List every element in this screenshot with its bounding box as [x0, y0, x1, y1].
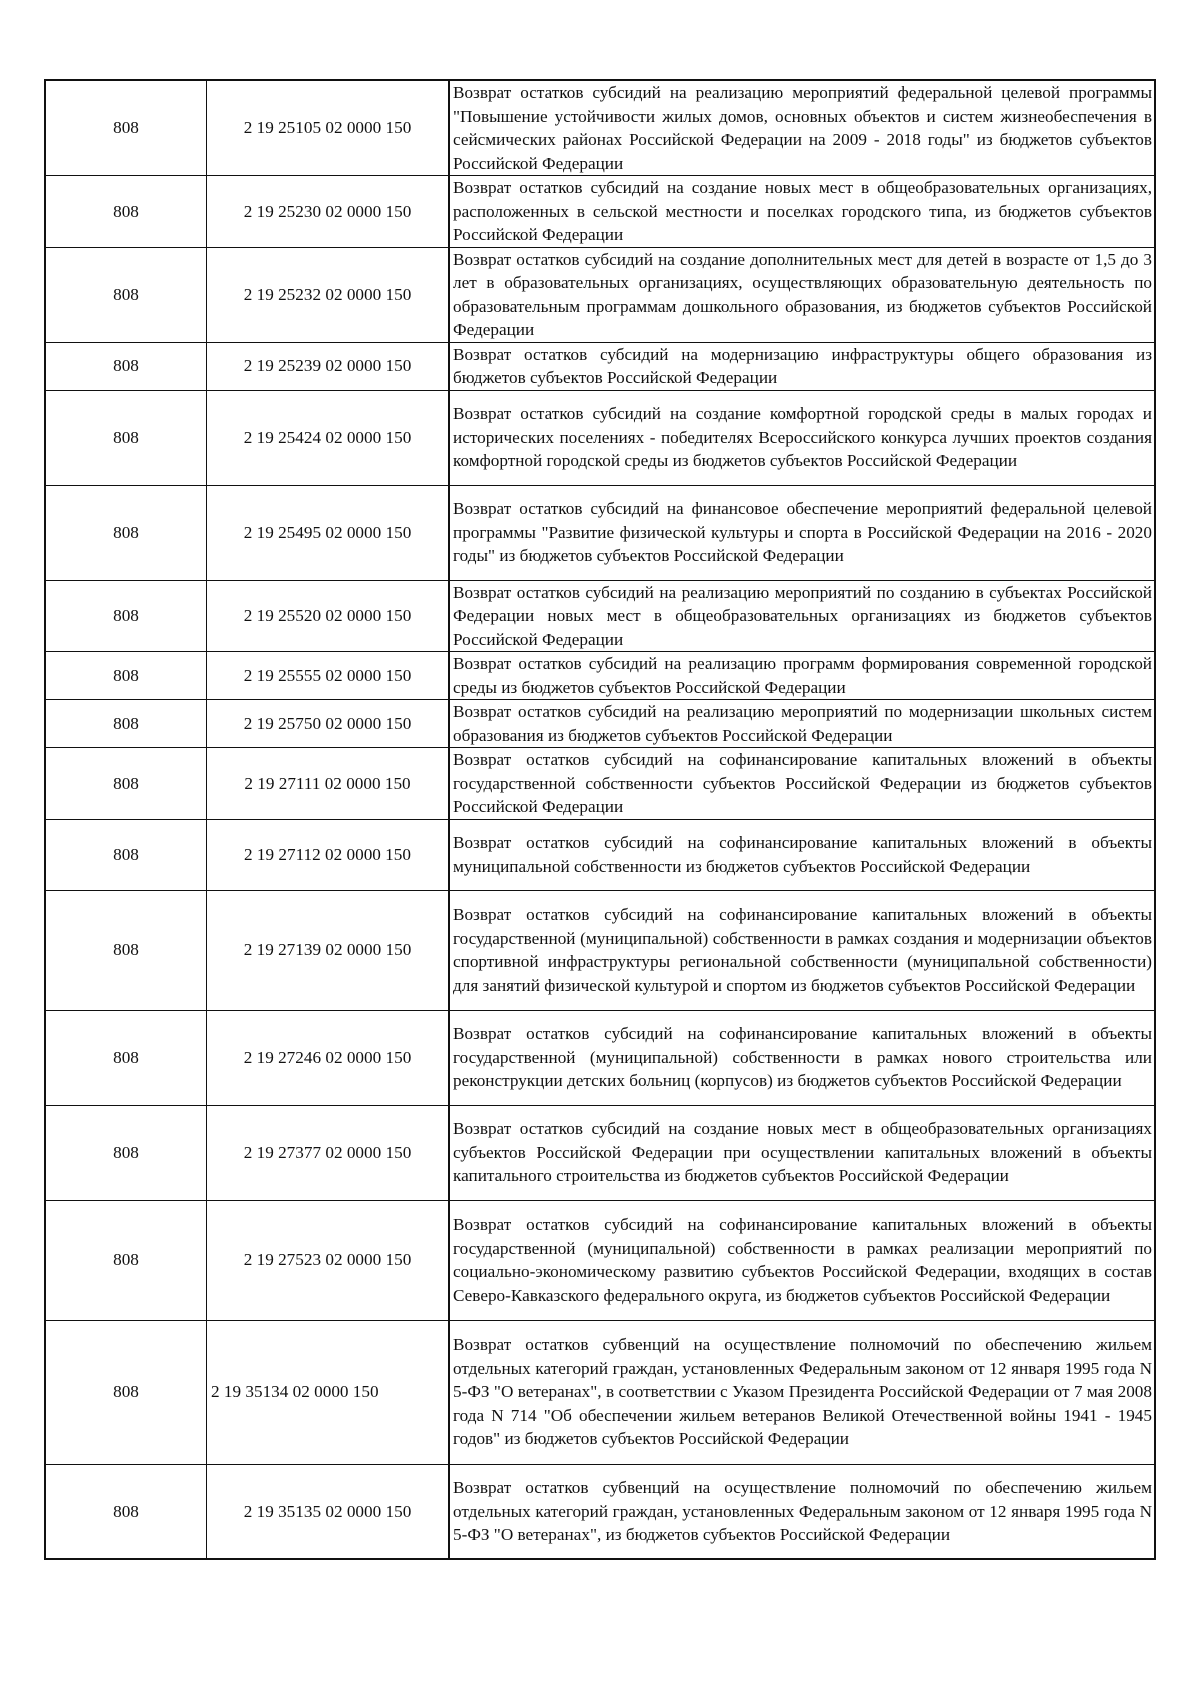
admin-code-cell: 808 [45, 652, 207, 700]
table-row [45, 176, 1155, 248]
description-cell: Возврат остатков субсидий на реализацию программ формирования современной городской среды из бюджетов субъектов Российской Федерации [449, 652, 1155, 700]
budget-code-cell: 2 19 25520 02 0000 150 [207, 580, 450, 652]
admin-code-cell: 808 [45, 890, 207, 1010]
admin-code-cell: 808 [45, 700, 207, 748]
description-cell: Возврат остатков субсидий на реализацию мероприятий федеральной целевой программы "Повышение устойчивости жилых домов, основных объектов и систем жизнеобеспечения в сейсмических районах Российской Федерации на 2009 - 2018 годы" из бюджетов субъектов Российской Федерации [449, 80, 1155, 176]
description-cell: Возврат остатков субсидий на создание дополнительных мест для детей в возрасте от 1,5 до 3 лет в образовательных организациях, осуществляющих образовательную деятельность по образовательным программам дошкольного образования, из бюджетов субъектов Российской Федерации [449, 247, 1155, 342]
budget-code-cell: 2 19 25424 02 0000 150 [207, 390, 450, 485]
table-row [45, 485, 1155, 580]
description-cell: Возврат остатков субсидий на софинансирование капитальных вложений в объекты государственной (муниципальной) собственности в рамках создания и модернизации объектов спортивной инфраструктуры региональной собственности (муниципальной собственности) для занятий физической культурой и спортом из бюджетов субъектов Российской Федерации [449, 890, 1155, 1010]
description-cell: Возврат остатков субсидий на модернизацию инфраструктуры общего образования из бюджетов субъектов Российской Федерации [449, 342, 1155, 390]
table-row [45, 1105, 1155, 1200]
budget-code-cell: 2 19 27112 02 0000 150 [207, 819, 450, 890]
description-cell: Возврат остатков субсидий на создание новых мест в общеобразовательных организациях, расположенных в сельской местности и поселках городского типа, из бюджетов субъектов Российской Федерации [449, 176, 1155, 248]
budget-code-cell: 2 19 25105 02 0000 150 [207, 80, 450, 176]
table-row [45, 1200, 1155, 1320]
table-row [45, 1010, 1155, 1105]
description-cell: Возврат остатков субсидий на софинансирование капитальных вложений в объекты государственной (муниципальной) собственности в рамках нового строительства или реконструкции детских больниц (корпусов) из бюджетов субъектов Российской Федерации [449, 1010, 1155, 1105]
admin-code-cell: 808 [45, 1200, 207, 1320]
description-cell: Возврат остатков субвенций на осуществление полномочий по обеспечению жильем отдельных категорий граждан, установленных Федеральным законом от 12 января 1995 года N 5-ФЗ "О ветеранах", в соответствии с Указом Президента Российской Федерации от 7 мая 2008 года N 714 "Об обеспечении жильем ветеранов Великой Отечественной войны 1941 - 1945 годов" из бюджетов субъектов Российской Федерации [449, 1320, 1155, 1464]
admin-code-cell: 808 [45, 1010, 207, 1105]
description-cell: Возврат остатков субсидий на софинансирование капитальных вложений в объекты государственной собственности субъектов Российской Федерации из бюджетов субъектов Российской Федерации [449, 748, 1155, 820]
budget-code-cell: 2 19 25239 02 0000 150 [207, 342, 450, 390]
budget-code-cell: 2 19 25750 02 0000 150 [207, 700, 450, 748]
budget-code-cell: 2 19 25555 02 0000 150 [207, 652, 450, 700]
description-cell: Возврат остатков субсидий на софинансирование капитальных вложений в объекты государственной (муниципальной) собственности в рамках реализации мероприятий по социально-экономическому развитию субъектов Российской Федерации, входящих в состав Северо-Кавказского федерального округа, из бюджетов субъектов Российской Федерации [449, 1200, 1155, 1320]
table-row [45, 390, 1155, 485]
budget-code-cell: 2 19 27523 02 0000 150 [207, 1200, 450, 1320]
table-row [45, 1320, 1155, 1464]
description-cell: Возврат остатков субсидий на реализацию мероприятий по модернизации школьных систем образования из бюджетов субъектов Российской Федерации [449, 700, 1155, 748]
table-row [45, 819, 1155, 890]
budget-code-cell: 2 19 25495 02 0000 150 [207, 485, 450, 580]
admin-code-cell: 808 [45, 580, 207, 652]
table-row [45, 1464, 1155, 1559]
table-row [45, 80, 1155, 176]
admin-code-cell: 808 [45, 819, 207, 890]
budget-code-cell: 2 19 27377 02 0000 150 [207, 1105, 450, 1200]
description-cell: Возврат остатков субсидий на реализацию мероприятий по созданию в субъектах Российской Федерации новых мест в общеобразовательных организациях из бюджетов субъектов Российской Федерации [449, 580, 1155, 652]
admin-code-cell: 808 [45, 247, 207, 342]
table-row [45, 342, 1155, 390]
description-cell: Возврат остатков субсидий на создание комфортной городской среды в малых городах и исторических поселениях - победителях Всероссийского конкурса лучших проектов создания комфортной городской среды из бюджетов субъектов Российской Федерации [449, 390, 1155, 485]
admin-code-cell: 808 [45, 1464, 207, 1559]
budget-code-cell: 2 19 27111 02 0000 150 [207, 748, 450, 820]
admin-code-cell: 808 [45, 342, 207, 390]
budget-code-cell: 2 19 27139 02 0000 150 [207, 890, 450, 1010]
admin-code-cell: 808 [45, 80, 207, 176]
budget-code-cell: 2 19 27246 02 0000 150 [207, 1010, 450, 1105]
description-cell: Возврат остатков субсидий на финансовое обеспечение мероприятий федеральной целевой программы "Развитие физической культуры и спорта в Российской Федерации на 2016 - 2020 годы" из бюджетов субъектов Российской Федерации [449, 485, 1155, 580]
admin-code-cell: 808 [45, 390, 207, 485]
admin-code-cell: 808 [45, 1105, 207, 1200]
budget-code-cell: 2 19 25232 02 0000 150 [207, 247, 450, 342]
budget-code-cell: 2 19 35135 02 0000 150 [207, 1464, 450, 1559]
description-cell: Возврат остатков субсидий на создание новых мест в общеобразовательных организациях субъектов Российской Федерации при осуществлении капитальных вложений в объекты капитального строительства из бюджетов субъектов Российской Федерации [449, 1105, 1155, 1200]
admin-code-cell: 808 [45, 748, 207, 820]
table-row [45, 890, 1155, 1010]
budget-codes-table [44, 79, 1156, 1560]
admin-code-cell: 808 [45, 176, 207, 248]
description-cell: Возврат остатков субвенций на осуществление полномочий по обеспечению жильем отдельных категорий граждан, установленных Федеральным законом от 12 января 1995 года N 5-ФЗ "О ветеранах", из бюджетов субъектов Российской Федерации [449, 1464, 1155, 1559]
table-row [45, 700, 1155, 748]
table-row [45, 247, 1155, 342]
admin-code-cell: 808 [45, 485, 207, 580]
budget-code-cell: 2 19 25230 02 0000 150 [207, 176, 450, 248]
description-cell: Возврат остатков субсидий на софинансирование капитальных вложений в объекты муниципальной собственности из бюджетов субъектов Российской Федерации [449, 819, 1155, 890]
table-row [45, 580, 1155, 652]
table-row [45, 748, 1155, 820]
budget-code-cell: 2 19 35134 02 0000 150 [207, 1320, 450, 1464]
admin-code-cell: 808 [45, 1320, 207, 1464]
table-row [45, 652, 1155, 700]
